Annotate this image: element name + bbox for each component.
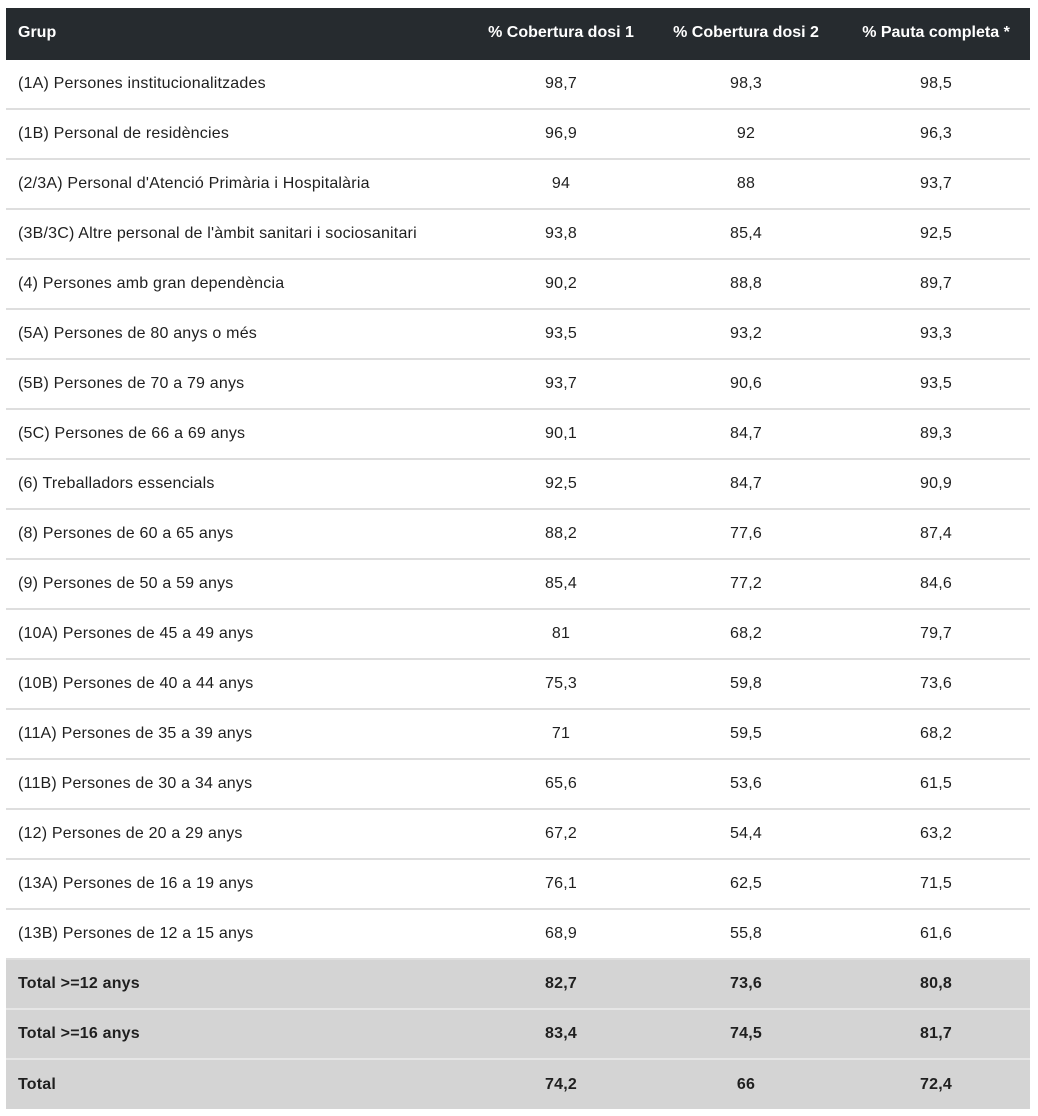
cell-dose1: 96,9: [472, 109, 650, 159]
cell-full-schedule: 89,3: [842, 409, 1030, 459]
column-header-group: Grup: [6, 8, 472, 59]
cell-full-schedule: 87,4: [842, 509, 1030, 559]
cell-dose1: 93,8: [472, 209, 650, 259]
cell-group: (3B/3C) Altre personal de l'àmbit sanitari i sociosanitari: [6, 209, 472, 259]
table-row: [6, 109, 1030, 159]
cell-full-schedule: 84,6: [842, 559, 1030, 609]
cell-dose1: 92,5: [472, 459, 650, 509]
cell-dose1: 71: [472, 709, 650, 759]
cell-dose1: 76,1: [472, 859, 650, 909]
total-row: [6, 959, 1030, 1009]
cell-full-schedule: 79,7: [842, 609, 1030, 659]
cell-full-schedule: 61,6: [842, 909, 1030, 959]
cell-dose2: 55,8: [650, 909, 842, 959]
cell-dose1: 90,1: [472, 409, 650, 459]
cell-dose2: 98,3: [650, 59, 842, 109]
cell-dose1: 83,4: [472, 1009, 650, 1059]
cell-dose2: 66: [736, 1075, 756, 1093]
vaccination-coverage-table: [6, 8, 1030, 1109]
table-row: [6, 359, 1030, 409]
cell-group: (6) Treballadors essencials: [6, 459, 472, 509]
total-row: [6, 1009, 1030, 1059]
cell-dose2: 68,2: [650, 609, 842, 659]
table-row: [6, 459, 1030, 509]
table-row: [6, 159, 1030, 209]
cell-dose2: 92: [650, 109, 842, 159]
cell-dose1: 68,9: [472, 909, 650, 959]
table-row: [6, 809, 1030, 859]
cell-group: (11B) Persones de 30 a 34 anys: [6, 759, 472, 809]
cell-full-schedule: 89,7: [842, 259, 1030, 309]
cell-full-schedule: 93,3: [842, 309, 1030, 359]
table-row: [6, 509, 1030, 559]
cell-dose1: 75,3: [472, 659, 650, 709]
column-header-dose1: % Cobertura dosi 1: [472, 8, 650, 59]
cell-group: (13B) Persones de 12 a 15 anys: [6, 909, 472, 959]
cell-group: (11A) Persones de 35 a 39 anys: [6, 709, 472, 759]
table-row: [6, 409, 1030, 459]
cell-dose2: 53,6: [650, 759, 842, 809]
cell-group: (8) Persones de 60 a 65 anys: [6, 509, 472, 559]
cell-full-schedule: 72,4: [920, 1075, 952, 1093]
cell-dose2: 59,5: [650, 709, 842, 759]
cell-group: (5C) Persones de 66 a 69 anys: [6, 409, 472, 459]
cell-group: (12) Persones de 20 a 29 anys: [6, 809, 472, 859]
cell-dose1: 74,2: [545, 1075, 577, 1093]
total-row: [6, 1059, 1030, 1109]
cell-full-schedule: 63,2: [842, 809, 1030, 859]
cell-full-schedule: 81,7: [842, 1009, 1030, 1059]
table-row: [6, 259, 1030, 309]
cell-dose1: 93,7: [472, 359, 650, 409]
cell-group: (2/3A) Personal d'Atenció Primària i Hospitalària: [6, 159, 472, 209]
cell-full-schedule: 93,7: [842, 159, 1030, 209]
cell-dose1: 98,7: [472, 59, 650, 109]
cell-full-schedule: 92,5: [842, 209, 1030, 259]
table-row: [6, 909, 1030, 959]
column-header-full-schedule: % Pauta completa *: [842, 8, 1030, 59]
cell-group: (10A) Persones de 45 a 49 anys: [6, 609, 472, 659]
cell-group: Total: [18, 1075, 57, 1093]
cell-dose2: 84,7: [650, 459, 842, 509]
cell-group: (5B) Persones de 70 a 79 anys: [6, 359, 472, 409]
cell-group: (1A) Persones institucionalitzades: [6, 59, 472, 109]
table-body: [6, 59, 1030, 1109]
cell-full-schedule: 61,5: [842, 759, 1030, 809]
cell-dose2: 85,4: [650, 209, 842, 259]
cell-dose1: 81: [472, 609, 650, 659]
table-header: [6, 8, 1030, 59]
cell-full-schedule: 68,2: [842, 709, 1030, 759]
cell-dose2: 93,2: [650, 309, 842, 359]
cell-dose1: 65,6: [472, 759, 650, 809]
cell-full-schedule: 93,5: [842, 359, 1030, 409]
cell-dose1: 88,2: [472, 509, 650, 559]
cell-dose1: 85,4: [472, 559, 650, 609]
cell-dose2: 62,5: [650, 859, 842, 909]
cell-group: (9) Persones de 50 a 59 anys: [6, 559, 472, 609]
table-row: [6, 609, 1030, 659]
table-row: [6, 709, 1030, 759]
cell-full-schedule: 98,5: [842, 59, 1030, 109]
cell-dose1: 90,2: [472, 259, 650, 309]
cell-group: (4) Persones amb gran dependència: [6, 259, 472, 309]
table-row: [6, 759, 1030, 809]
cell-dose1: 82,7: [472, 959, 650, 1009]
cell-dose2: 88: [650, 159, 842, 209]
cell-group: (1B) Personal de residències: [6, 109, 472, 159]
column-header-dose2: % Cobertura dosi 2: [650, 8, 842, 59]
cell-dose2: 77,6: [650, 509, 842, 559]
table-row: [6, 559, 1030, 609]
cell-dose2: 90,6: [650, 359, 842, 409]
cell-dose1: 94: [472, 159, 650, 209]
table-row: [6, 859, 1030, 909]
cell-dose2: 84,7: [650, 409, 842, 459]
coverage-table-container: [6, 8, 1030, 1109]
table-row: [6, 309, 1030, 359]
cell-full-schedule: 71,5: [842, 859, 1030, 909]
cell-group: Total >=16 anys: [6, 1009, 472, 1059]
table-row: [6, 659, 1030, 709]
cell-dose2: 77,2: [650, 559, 842, 609]
cell-dose1: 67,2: [472, 809, 650, 859]
table-row: [6, 59, 1030, 109]
cell-dose2: 59,8: [650, 659, 842, 709]
cell-dose2: 88,8: [650, 259, 842, 309]
cell-dose2: 73,6: [650, 959, 842, 1009]
cell-group: (5A) Persones de 80 anys o més: [6, 309, 472, 359]
cell-full-schedule: 90,9: [842, 459, 1030, 509]
cell-group: (13A) Persones de 16 a 19 anys: [6, 859, 472, 909]
header-row: [6, 8, 1030, 59]
cell-dose2: 54,4: [650, 809, 842, 859]
cell-group: Total >=12 anys: [6, 959, 472, 1009]
cell-full-schedule: 80,8: [842, 959, 1030, 1009]
cell-group: (10B) Persones de 40 a 44 anys: [6, 659, 472, 709]
cell-full-schedule: 96,3: [842, 109, 1030, 159]
table-row: [6, 209, 1030, 259]
cell-full-schedule: 73,6: [842, 659, 1030, 709]
cell-dose1: 93,5: [472, 309, 650, 359]
cell-dose2: 74,5: [650, 1009, 842, 1059]
